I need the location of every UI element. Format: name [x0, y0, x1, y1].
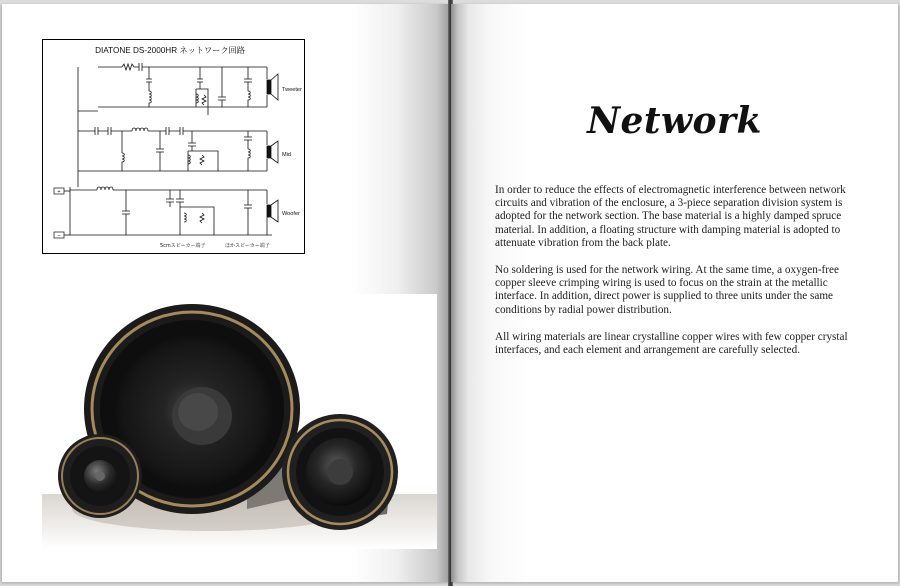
speaker-units-photo [42, 294, 437, 549]
schematic-footnote-1: 5cmスピーカー端子 [160, 243, 206, 249]
paragraph: In order to reduce the effects of electromagnetic interference between network circuits and vibration of the enclosure, a 3-piece separation division system is adopted for the network section. The base material is a highly damped spruce material. In addition, a floating structure with damping material is adopted to attenuate vibration from the back plate. [495, 184, 846, 249]
paragraph: No soldering is used for the network wiring. At the same time, a oxygen-free copper sleeve crimping wiring is used to focus on the strain at the metallic interface. In addition, direct power is supplied to three units under the same conditions by radial power distribution. [495, 264, 839, 316]
mid-label: Mid [282, 152, 292, 158]
right-page [451, 4, 898, 582]
paragraph: All wiring materials are linear crystalline copper wires with few copper crystal interfaces, and each element and arrangement are carefully selected. [495, 330, 848, 357]
left-page [2, 4, 450, 582]
article-title: Network [587, 100, 762, 142]
woofer-label: Woofer [282, 211, 300, 217]
network-schematic [42, 39, 305, 254]
schematic-title: DIATONE DS-2000HR ネットワーク回路 [95, 46, 245, 55]
input-minus-label: − [57, 233, 61, 239]
schematic-border [43, 40, 305, 254]
article-body [495, 184, 861, 371]
tweeter-label: Tweeter [282, 87, 302, 93]
tweeter-unit [58, 434, 142, 518]
schematic-footnote-2: ほかスピーカー端子 [225, 243, 270, 249]
mid-unit [282, 414, 398, 530]
input-plus-label: + [57, 189, 61, 195]
